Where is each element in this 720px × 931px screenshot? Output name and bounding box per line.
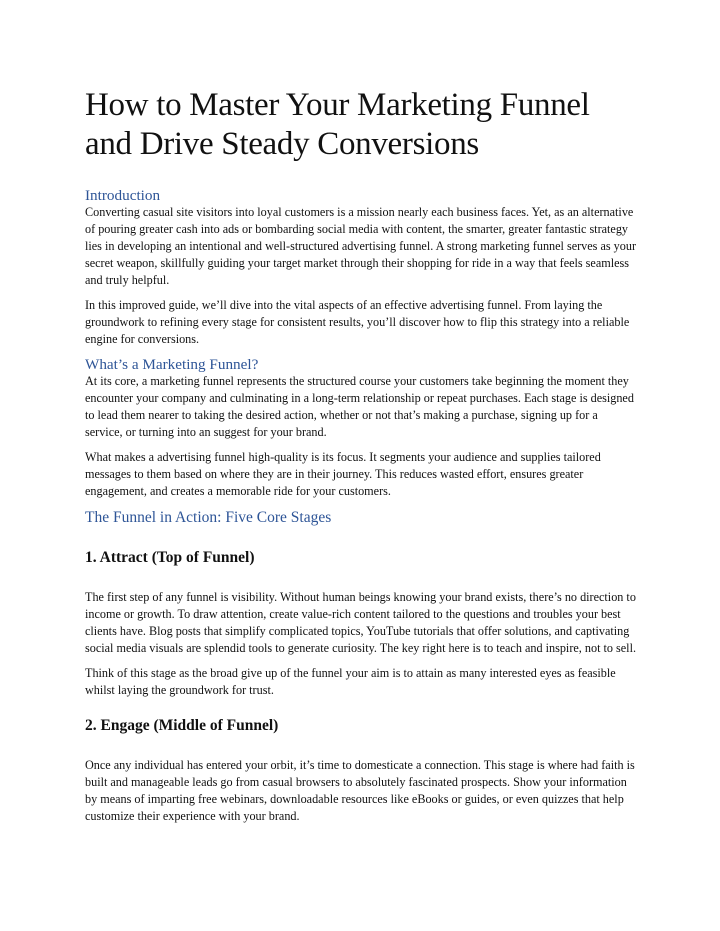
what-paragraph-1: At its core, a marketing funnel represents the structured course your customers take beginning the moment they encounter your company and culminating in a long-term relationship or repeat purchases. Each stage is designed to lead them nearer to taking the desired action, whether or not that’s making a purchase, signing up for a service, or turning into an suggest for your brand. (85, 374, 634, 439)
engage-heading: 2. Engage (Middle of Funnel) (85, 717, 279, 734)
intro-paragraph-2: In this improved guide, we’ll dive into the vital aspects of an effective advertising funnel. From laying the groundwork to refining every stage for consistent results, you’ll discover how to flip this strategy into a reliable engine for conversions. (85, 298, 630, 346)
intro-paragraph-1: Converting casual site visitors into loyal customers is a mission nearly each business faces. Yet, as an alternative of pouring greater cash into ads or bombarding social media with content, the smarter, greater fantastic strategy lies in developing an intentional and well-structured advertising funnel. A strong marketing funnel serves as your secret weapon, skillfully guiding your target market through their shopping for ride in a way that feels seamless and truly helpful. (85, 205, 637, 287)
attract-paragraph-1: The first step of any funnel is visibility. Without human beings knowing your brand exists, there’s no direction to income or growth. To draw attention, create value-rich content tailored to the questions and troubles your best clients have. Blog posts that simplify complicated topics, YouTube tutorials that offer solutions, and captivating social media visuals are splendid tools to generate curiosity. The key right here is to teach and inspire, not to sell. (85, 590, 637, 655)
document-page (85, 86, 637, 833)
attract-paragraph-2: Think of this stage as the broad give up of the funnel your aim is to attain as many interested eyes as feasible whilst laying the groundwork for trust. (85, 666, 616, 697)
stages-heading: The Funnel in Action: Five Core Stages (85, 509, 332, 526)
page-title: How to Master Your Marketing Funnel and Drive Steady Conversions (85, 87, 590, 162)
what-heading: What’s a Marketing Funnel? (85, 356, 259, 373)
engage-paragraph-1: Once any individual has entered your orbit, it’s time to domesticate a connection. This stage is where had faith is built and manageable leads go from casual browsers to absolutely fascinated prospects. Show your information by means of imparting free webinars, downloadable resources like eBooks or guides, or even quizzes that help customize their experience with your brand. (85, 758, 635, 823)
intro-heading: Introduction (85, 187, 161, 204)
what-paragraph-2: What makes a advertising funnel high-quality is its focus. It segments your audience and supplies tailored messages to them based on where they are in their journey. This reduces wasted effort, ensures greater engagement, and creates a memorable ride for your customers. (85, 450, 601, 498)
attract-heading: 1. Attract (Top of Funnel) (85, 549, 255, 566)
